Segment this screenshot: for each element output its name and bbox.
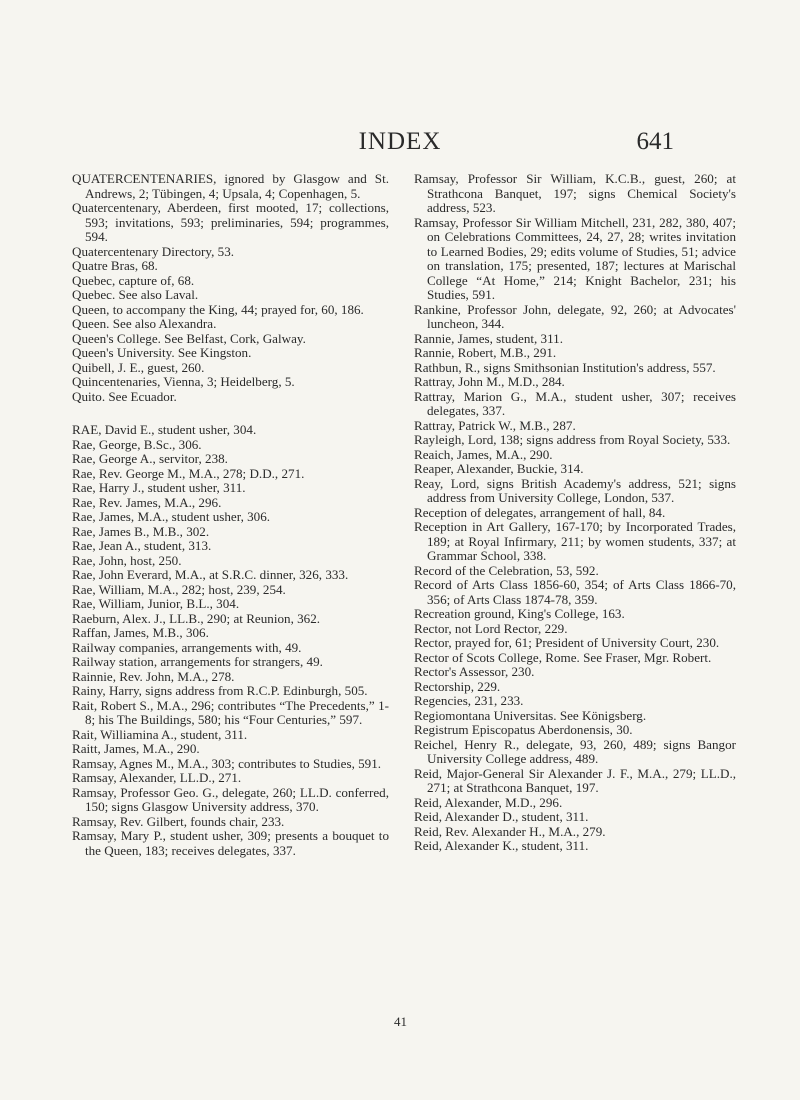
index-entry: Record of the Celebration, 53, 592. [414, 562, 599, 578]
signature-mark: 41 [394, 1014, 407, 1029]
index-entry: Rae, George A., servitor, 238. [72, 451, 228, 466]
index-entry: Regiomontana Universitas. See Königsberg. [414, 707, 647, 723]
index-group-q [72, 172, 389, 404]
index-entry: Quebec, capture of, 68. [72, 272, 195, 288]
index-entry: Rae, John, host, 250. [72, 552, 182, 568]
index-entry: Ramsay, Rev. Gilbert, founds chair, 233. [72, 813, 285, 829]
index-entry: Quebec. See also Laval. [72, 287, 199, 302]
index-entry: Raitt, James, M.A., 290. [72, 741, 200, 756]
index-entry: Rector's Assessor, 230. [414, 664, 535, 679]
index-entry: Reid, Major-General Sir Alexander J. F., M.A., 279; LL.D., 271; at Strathcona Banquet, 197. [414, 765, 736, 795]
index-entry: Rattray, John M., M.D., 284. [414, 374, 565, 389]
index-entry: Rathbun, R., signs Smithsonian Institution's address, 557. [414, 359, 716, 375]
index-entry: Rannie, Robert, M.B., 291. [414, 345, 557, 360]
index-entry: Registrum Episcopatus Aberdonensis, 30. [414, 722, 633, 737]
index-entry: Reichel, Henry R., delegate, 93, 260, 489; signs Bangor University College address, 489. [414, 736, 736, 766]
index-entry: Rattray, Marion G., M.A., student usher, 307; receives delegates, 337. [414, 388, 736, 418]
index-entry: Reception of delegates, arrangement of hall, 84. [414, 504, 666, 520]
index-entry: Quibell, J. E., guest, 260. [72, 359, 205, 375]
index-entry: Raffan, James, M.B., 306. [72, 625, 209, 640]
index-entry: Rait, Williamina A., student, 311. [72, 726, 248, 742]
index-entry: Rae, William, Junior, B.L., 304. [72, 596, 240, 611]
index-entry: Rae, William, M.A., 282; host, 239, 254. [72, 581, 286, 597]
index-entry: Ramsay, Professor Geo. G., delegate, 260; LL.D. conferred, 150; signs Glasgow University address, 370. [72, 784, 389, 814]
index-entry: Rattray, Patrick W., M.B., 287. [414, 417, 576, 433]
index-entry: Rankine, Professor John, delegate, 92, 260; at Advocates' luncheon, 344. [414, 301, 736, 331]
index-entry: Reid, Rev. Alexander H., M.A., 279. [414, 823, 606, 839]
page-header [0, 128, 800, 158]
index-entry: Rainy, Harry, signs address from R.C.P. Edinburgh, 505. [72, 683, 368, 698]
index-entry: Raeburn, Alex. J., LL.B., 290; at Reunion, 362. [72, 610, 321, 626]
index-entry: Rayleigh, Lord, 138; signs address from Royal Society, 533. [414, 432, 731, 447]
index-entry: Ramsay, Agnes M., M.A., 303; contributes to Studies, 591. [72, 755, 382, 771]
index-entry: Regencies, 231, 233. [414, 693, 524, 708]
page-number: 641 [636, 128, 674, 155]
index-entry: Queen, to accompany the King, 44; prayed for, 60, 186. [72, 301, 364, 317]
index-entry: Rae, Jean A., student, 313. [72, 538, 212, 553]
index-entry: Quatercentenary, Aberdeen, first mooted, 17; collections, 593; invitations, 593; preliminaries, 594; programmes, 594. [72, 200, 389, 244]
index-entry: Queen's College. See Belfast, Cork, Galway. [72, 330, 306, 346]
index-column-left [72, 172, 389, 858]
index-entry: Queen's University. See Kingston. [72, 345, 252, 360]
index-entry: Reception in Art Gallery, 167-170; by Incorporated Trades, 189; at Royal Infirmary, 211; by women students, 337; at Grammar School, 338. [414, 519, 736, 563]
index-entry: Quito. See Ecuador. [72, 388, 177, 404]
index-entry: Reaich, James, M.A., 290. [414, 446, 553, 462]
index-entry: Ramsay, Alexander, LL.D., 271. [72, 770, 242, 785]
index-entry: Reid, Alexander, M.D., 296. [414, 794, 563, 810]
index-group-r [72, 423, 389, 858]
index-entry: Recreation ground, King's College, 163. [414, 606, 625, 621]
index-entry: Quatre Bras, 68. [72, 258, 158, 273]
index-entry: Reid, Alexander D., student, 311. [414, 809, 589, 824]
index-entry: Railway station, arrangements for strangers, 49. [72, 654, 323, 669]
index-entry: Rae, John Everard, M.A., at S.R.C. dinner, 326, 333. [72, 567, 349, 582]
index-entry: Queen. See also Alexandra. [72, 316, 217, 331]
index-entry: Rae, James B., M.B., 302. [72, 523, 210, 539]
index-entry: Rector, not Lord Rector, 229. [414, 620, 568, 636]
index-entry: Ramsay, Professor Sir William Mitchell, 231, 282, 380, 407; on Celebrations Committees, 24, 27, 28; writes invitation to Learned Bodies, 29; edits volume of Studies, 51; advice on translation, 175; presented, 187; lectures at Marischal College “At Home,” 214; Knight Bachelor, 231; his Studies, 591. [414, 214, 736, 302]
index-entry: Rae, Harry J., student usher, 311. [72, 480, 246, 495]
index-entry: Rainnie, Rev. John, M.A., 278. [72, 668, 235, 684]
index-entry: Reaper, Alexander, Buckie, 314. [414, 461, 584, 476]
index-entry: Rectorship, 229. [414, 678, 501, 694]
index-entry: Rae, George, B.Sc., 306. [72, 436, 202, 452]
index-entry: Rae, James, M.A., student usher, 306. [72, 509, 271, 524]
index-entry: Rae, Rev. James, M.A., 296. [72, 494, 222, 510]
index-entry: Reid, Alexander K., student, 311. [414, 838, 589, 853]
page-title: INDEX [358, 128, 442, 155]
index-entry: Quatercentenary Directory, 53. [72, 243, 235, 259]
index-entry: Rannie, James, student, 311. [414, 330, 563, 346]
index-entry: Reay, Lord, signs British Academy's address, 521; signs address from University College, London, 537. [414, 475, 736, 505]
index-column-right [414, 172, 736, 854]
index-entry: Rector of Scots College, Rome. See Fraser, Mgr. Robert. [414, 649, 712, 665]
index-entry: Railway companies, arrangements with, 49. [72, 639, 302, 655]
index-entry: Record of Arts Class 1856-60, 354; of Arts Class 1866-70, 356; of Arts Class 1874-78, 359. [414, 577, 736, 607]
index-entry: Quincentenaries, Vienna, 3; Heidelberg, 5. [72, 374, 295, 389]
index-entry: Rait, Robert S., M.A., 296; contributes “The Precedents,” 1-8; his The Buildings, 580; his “Four Centuries,” 597. [72, 697, 389, 727]
index-entry: Rector, prayed for, 61; President of University Court, 230. [414, 635, 720, 650]
index-entry: RAE, David E., student usher, 304. [72, 422, 257, 437]
index-entry: Ramsay, Mary P., student usher, 309; presents a bouquet to the Queen, 183; receives delegates, 337. [72, 828, 389, 858]
index-entry: Ramsay, Professor Sir William, K.C.B., guest, 260; at Strathcona Banquet, 197; signs Chemical Society's address, 523. [414, 171, 736, 215]
index-entry: Rae, Rev. George M., M.A., 278; D.D., 271. [72, 465, 305, 481]
index-entry: QUATERCENTENARIES, ignored by Glasgow and St. Andrews, 2; Tübingen, 4; Upsala, 4; Copenhagen, 5. [72, 171, 389, 201]
section-gap [72, 404, 389, 423]
